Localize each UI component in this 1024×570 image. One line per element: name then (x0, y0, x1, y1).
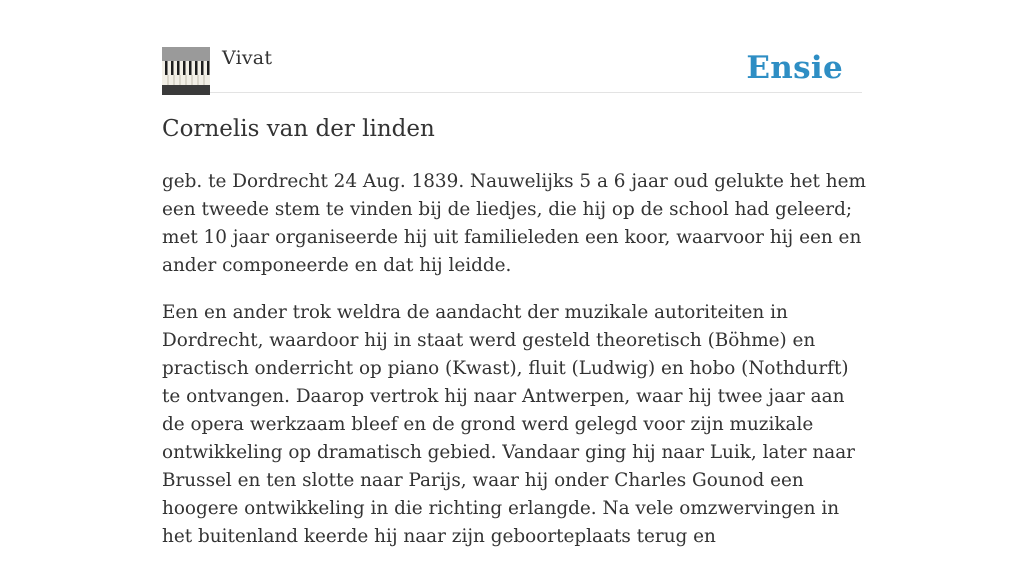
article-body (162, 168, 868, 570)
ensie-logo-link[interactable]: Ensie (746, 50, 843, 86)
author-name[interactable]: Vivat (222, 47, 273, 69)
author-avatar[interactable] (162, 47, 210, 95)
header (162, 46, 862, 93)
article-paragraph: geb. te Dordrecht 24 Aug. 1839. Nauwelijks 5 a 6 jaar oud gelukte het hem een tweede stem te vinden bij de liedjes, die hij op de school had geleerd; met 10 jaar organiseerde hij uit familieleden een koor, waarvoor hij een en ander componeerde en dat hij leidde. (162, 171, 866, 276)
piano-keys-avatar-icon (162, 47, 210, 95)
page-title: Cornelis van der linden (162, 116, 435, 142)
article-paragraph: Een en ander trok weldra de aandacht der muzikale autoriteiten in Dordrecht, waardoor hij in staat werd gesteld theoretisch (Böhme) en practisch onderricht op piano (Kwast), fluit (Ludwig) en hobo (Nothdurft) te ontvangen. Daarop vertrok hij naar Antwerpen, waar hij twee jaar aan de opera werkzaam bleef en de grond werd gelegd voor zijn muzikale ontwikkeling op dramatisch gebied. Vandaar ging hij naar Luik, later naar Brussel en ten slotte naar Parijs, waar hij onder Charles Gounod een hoogere ontwikkeling in die richting erlangde. Na vele omzwervingen in het buitenland keerde hij naar zijn geboorteplaats terug en (162, 302, 855, 547)
